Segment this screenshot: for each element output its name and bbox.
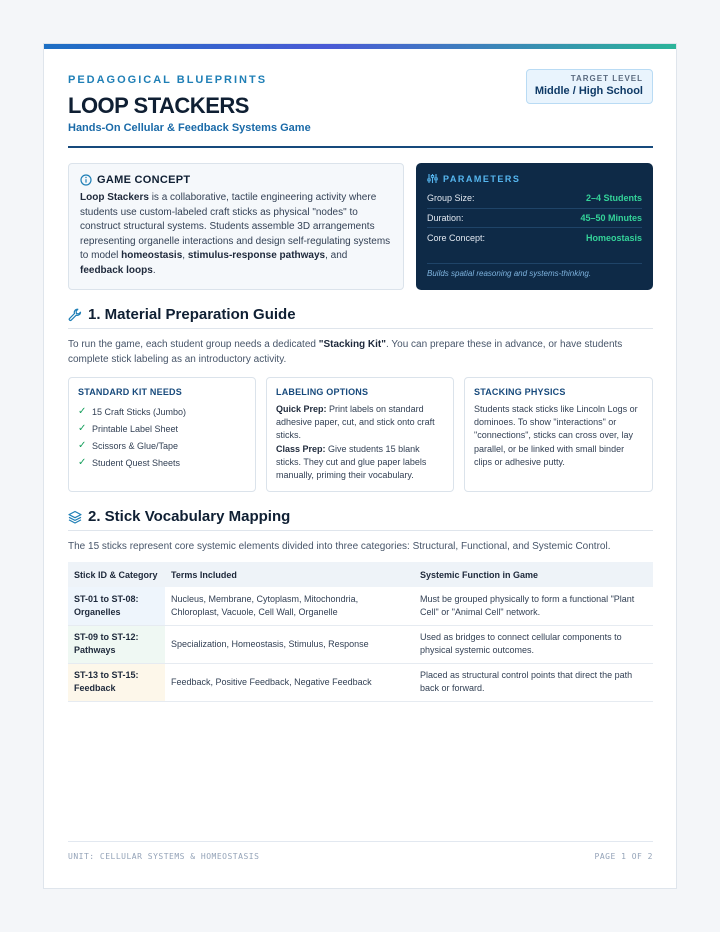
function-cell: Must be grouped physically to form a functional "Plant Cell" or "Animal Cell" network. xyxy=(414,587,653,625)
param-row-group-size xyxy=(427,189,642,209)
section-2-intro: The 15 sticks represent core systemic elements divided into three categories: Structural, Functional, and Systemic Control. xyxy=(68,541,611,552)
param-row-core-concept xyxy=(427,228,642,248)
target-level-badge xyxy=(526,69,653,104)
kit-list xyxy=(78,403,246,471)
game-concept-heading xyxy=(80,174,392,186)
labeling-text xyxy=(276,403,444,482)
section-1-heading xyxy=(68,306,296,323)
check-icon: ✓ xyxy=(78,440,87,451)
card-stacking-physics xyxy=(464,377,653,492)
layers-icon xyxy=(68,510,82,524)
intro-text-part: To run the game, each student group needs a dedicated xyxy=(68,339,319,350)
intro-text-part: . You can prepare these in advance, or have students complete stick labeling as an introductory activity. xyxy=(68,339,623,365)
table-row xyxy=(68,663,653,701)
concept-term-stimulus-response: stimulus-response pathways xyxy=(187,250,326,262)
check-icon: ✓ xyxy=(78,457,87,468)
column-header: Terms Included xyxy=(165,562,414,587)
class-prep-label: Class Prep: xyxy=(276,443,326,454)
card-title: STANDARD KIT NEEDS xyxy=(78,387,182,397)
stick-id-range: ST-13 to ST-15: xyxy=(74,670,139,681)
param-key: Duration: xyxy=(427,212,464,223)
eyebrow-label: PEDAGOGICAL BLUEPRINTS xyxy=(68,74,268,86)
concept-text-part: , and xyxy=(325,250,348,262)
physics-text: Students stack sticks like Lincoln Logs or dominoes. To show "interactions" or "connections", sticks can cross over, lay parallel, or be linked with small binder clips or adhesive putty. xyxy=(474,404,638,467)
param-key: Core Concept: xyxy=(427,232,486,243)
function-cell: Placed as structural control points that direct the path back or forward. xyxy=(414,663,653,701)
target-level-label: TARGET LEVEL xyxy=(570,74,643,83)
concept-term-loop-stackers: Loop Stackers xyxy=(80,192,149,203)
kit-item-label: Student Quest Sheets xyxy=(92,457,181,468)
param-key: Group Size: xyxy=(427,193,475,204)
info-icon xyxy=(80,174,92,186)
parameters-panel xyxy=(416,163,653,290)
stick-category: Pathways xyxy=(74,645,116,655)
column-header: Stick ID & Category xyxy=(68,562,165,587)
section-1-title: 1. Material Preparation Guide xyxy=(88,306,296,323)
check-icon: ✓ xyxy=(78,423,87,434)
check-icon: ✓ xyxy=(78,406,87,417)
list-item xyxy=(78,454,246,471)
stick-category: Feedback xyxy=(74,683,116,693)
document-page xyxy=(43,43,677,889)
param-value: Homeostasis xyxy=(585,232,642,243)
function-cell: Used as bridges to connect cellular components to physical systemic outcomes. xyxy=(414,625,653,663)
top-accent-bar xyxy=(44,44,676,49)
sliders-icon xyxy=(427,173,438,184)
section-2-heading xyxy=(68,508,290,525)
kit-item-label: Printable Label Sheet xyxy=(92,423,179,434)
parameters-heading xyxy=(427,173,642,184)
card-standard-kit xyxy=(68,377,256,492)
stick-id-cell xyxy=(68,625,165,663)
header-divider xyxy=(68,146,653,148)
terms-cell: Nucleus, Membrane, Cytoplasm, Mitochondria, Chloroplast, Vacuole, Cell Wall, Organelle xyxy=(165,587,414,625)
concept-text-part: . xyxy=(152,264,156,276)
terms-cell: Specialization, Homeostasis, Stimulus, Response xyxy=(165,625,414,663)
terms-cell: Feedback, Positive Feedback, Negative Feedback xyxy=(165,663,414,701)
intro-term-stacking-kit: "Stacking Kit" xyxy=(318,339,387,350)
table-header-row xyxy=(68,562,653,587)
kit-item-label: Scissors & Glue/Tape xyxy=(92,440,179,451)
parameters-title: PARAMETERS xyxy=(443,173,521,184)
section-1-intro xyxy=(68,337,653,367)
quick-prep-label: Quick Prep: xyxy=(276,404,327,414)
class-prep-text: Give students 15 blank sticks. They cut and glue paper labels manually, priming their vocabulary. xyxy=(276,443,427,481)
table-row xyxy=(68,625,653,663)
concept-term-homeostasis: homeostasis xyxy=(121,250,183,262)
section-2-title: 2. Stick Vocabulary Mapping xyxy=(88,508,291,525)
quick-prep-text: Print labels on standard adhesive paper, cut, and stick onto craft sticks. xyxy=(276,404,435,441)
card-title: LABELING OPTIONS xyxy=(276,387,369,397)
card-title: STACKING PHYSICS xyxy=(474,387,566,397)
page-footer xyxy=(68,852,653,861)
footer-unit: UNIT: CELLULAR SYSTEMS & HOMEOSTASIS xyxy=(68,852,260,861)
list-item xyxy=(78,403,246,420)
concept-text-part: , xyxy=(182,250,188,262)
stick-id-range: ST-09 to ST-12: xyxy=(74,632,139,643)
page-subtitle: Hands-On Cellular & Feedback Systems Game xyxy=(68,122,311,134)
parameters-note: Builds spatial reasoning and systems-thinking. xyxy=(427,263,642,278)
footer-page-number: PAGE 1 OF 2 xyxy=(594,852,653,861)
table-row xyxy=(68,587,653,625)
card-labeling-options xyxy=(266,377,454,492)
game-concept-box xyxy=(68,163,404,290)
game-concept-text xyxy=(80,191,392,279)
section-2-divider xyxy=(68,530,653,531)
target-level-value: Middle / High School xyxy=(534,85,643,97)
kit-item-label: 15 Craft Sticks (Jumbo) xyxy=(92,406,187,417)
column-header: Systemic Function in Game xyxy=(414,562,653,587)
stick-category: Organelles xyxy=(74,606,121,617)
stick-id-cell xyxy=(68,663,165,701)
stick-id-cell xyxy=(68,587,165,625)
param-row-duration xyxy=(427,209,642,229)
list-item xyxy=(78,437,246,454)
list-item xyxy=(78,420,246,437)
section-1-divider xyxy=(68,328,653,329)
concept-term-feedback-loops: feedback loops xyxy=(80,264,153,276)
footer-divider xyxy=(68,841,653,842)
page-title: LOOP STACKERS xyxy=(68,93,249,118)
game-concept-title: GAME CONCEPT xyxy=(97,174,191,186)
concept-text-part: is a collaborative, tactile engineering activity where students use custom-labeled craft sticks as physical "nodes" to construct structural systems. Students assemble 3D arrangements representing organelle interactions and design self-regulating systems to model xyxy=(80,192,391,262)
parameters-list xyxy=(427,189,642,248)
wrench-icon xyxy=(68,308,82,322)
stick-id-range: ST-01 to ST-08: xyxy=(74,594,139,605)
param-value: 2–4 Students xyxy=(585,193,642,204)
param-value: 45–50 Minutes xyxy=(580,212,642,223)
vocabulary-table xyxy=(68,562,653,702)
